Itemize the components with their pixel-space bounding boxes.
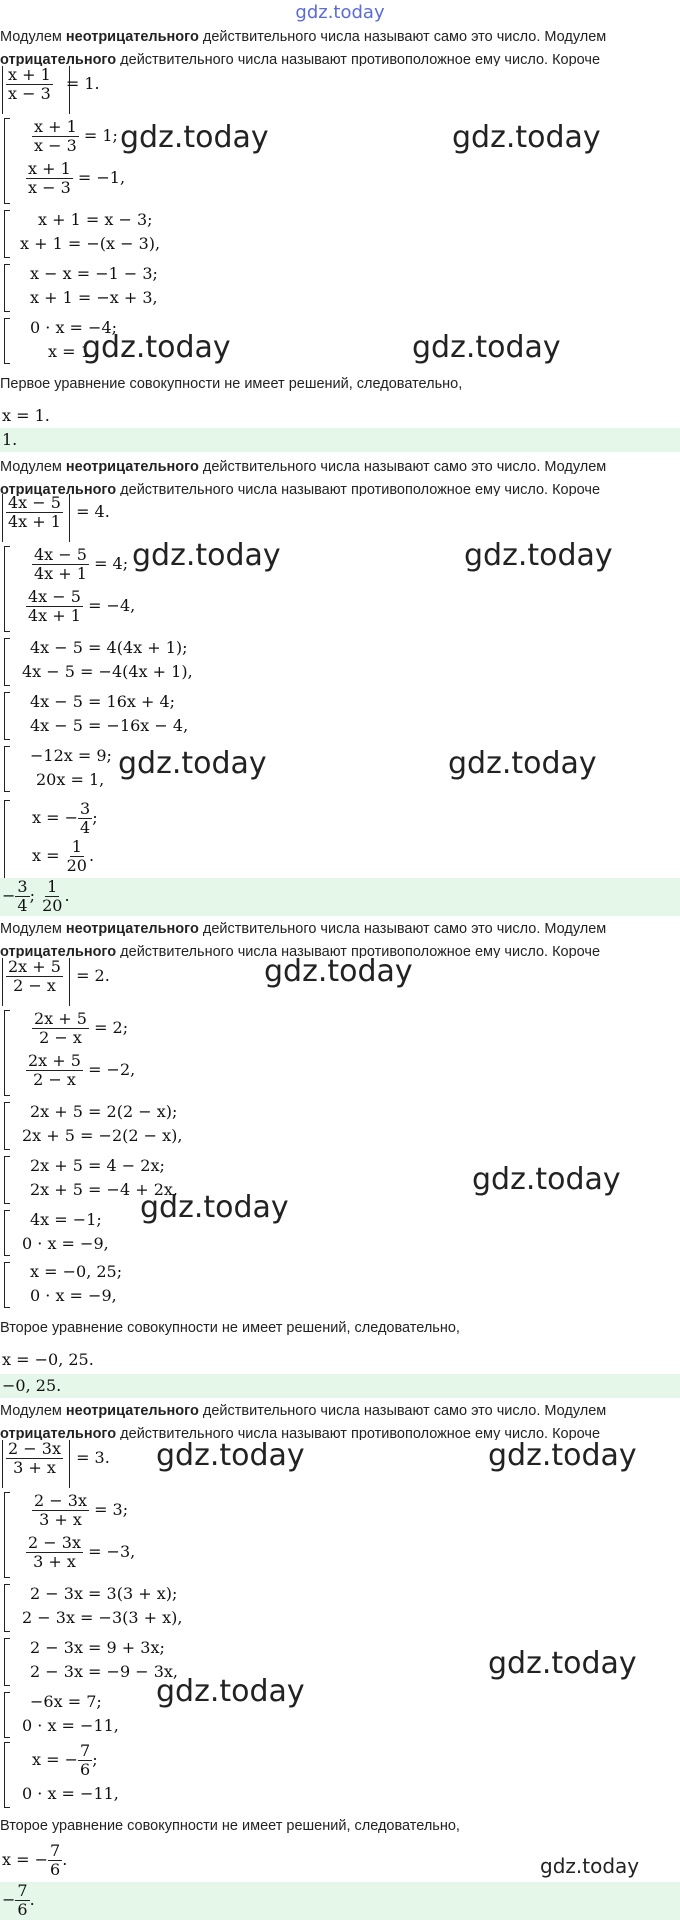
intro-text-1: Модулем неотрицательного действительного числа называют само это число. Модулем отрицательного действительного числа называют противоположное ему число. Короче <box>0 29 607 66</box>
math-line: $\frac{x + 1}{x - 3}$ = 1; <box>34 117 118 155</box>
math-line: x + 1 = −x + 3, <box>30 288 158 307</box>
bracket <box>4 1102 10 1150</box>
watermark: gdz.today <box>464 538 613 573</box>
math-line: $\frac{x + 1}{x - 3}$ = −1, <box>28 159 126 197</box>
note-text: Первое уравнение совокупности не имеет решений, следовательно, <box>0 376 463 392</box>
math-line: $\frac{2 - 3x}{3 + x}$ = 3; <box>34 1491 129 1529</box>
answer-box <box>0 878 680 916</box>
watermark: gdz.today <box>540 1854 640 1878</box>
watermark: gdz.today <box>156 1674 305 1709</box>
watermark: gdz.today <box>156 1438 305 1473</box>
math-line: x = 1. <box>48 342 96 361</box>
bracket <box>4 1010 10 1096</box>
math-line: $\frac{4x - 5}{4x + 1}$ = −4, <box>28 587 136 625</box>
math-line: 2x + 5 = 2(2 − x); <box>30 1102 178 1121</box>
bracket <box>4 546 10 632</box>
math-line: 0 · x = −11, <box>22 1716 119 1735</box>
math-line: 2x + 5 = −4 + 2x, <box>30 1180 178 1199</box>
math-line: −12x = 9; <box>30 746 112 765</box>
intro-text-4: Модулем неотрицательного действительного числа называют само это число. Модулем отрицательного действительного числа называют противоположное ему число. Короче <box>0 1403 607 1440</box>
intro-text-2: Модулем неотрицательного действительного числа называют само это число. Модулем отрицательного действительного числа называют противоположное ему число. Короче <box>0 459 607 496</box>
bracket <box>4 1692 10 1738</box>
math-line: x = − $\frac{3}{4}$ ; <box>32 799 98 837</box>
watermark: gdz.today <box>488 1646 637 1681</box>
note-text: Второе уравнение совокупности не имеет решений, следовательно, <box>0 1818 460 1834</box>
bracket <box>4 1584 10 1632</box>
math-line: $\frac{4x - 5}{4x + 1}$ = 4; <box>34 545 129 583</box>
answer-box <box>0 428 680 452</box>
math-line: 2 − 3x = 9 + 3x; <box>30 1638 165 1657</box>
math-line: 2x + 5 = −2(2 − x), <box>22 1126 183 1145</box>
intro-text-3: Модулем неотрицательного действительного числа называют само это число. Модулем отрицательного действительного числа называют противоположное ему число. Короче <box>0 921 607 958</box>
math-line: −6x = 7; <box>30 1692 102 1711</box>
watermark: gdz.today <box>412 330 561 365</box>
math-line: 0 · x = −4; <box>30 318 118 337</box>
equation-2: $\frac{4x - 5}{4x + 1}$ = 4. <box>8 493 110 531</box>
math-line: x = − $\frac{7}{6}$ ; <box>32 1741 98 1779</box>
bracket <box>4 318 10 364</box>
bracket <box>4 210 10 258</box>
math-line: 0 · x = −9, <box>22 1234 109 1253</box>
equation-4: $\frac{2 - 3x}{3 + x}$ = 3. <box>8 1439 110 1477</box>
result-line: x = 1. <box>2 406 50 425</box>
watermark: gdz.today <box>82 330 231 365</box>
math-line: 4x = −1; <box>30 1210 102 1229</box>
math-line: x = −0, 25; <box>30 1262 123 1281</box>
math-line: x + 1 = −(x − 3), <box>20 234 161 253</box>
answer-box <box>0 1882 680 1920</box>
bracket <box>4 264 10 312</box>
watermark: gdz.today <box>140 1190 289 1225</box>
watermark: gdz.today <box>448 746 597 781</box>
math-line: 4x − 5 = 4(4x + 1); <box>30 638 188 657</box>
answer-text: − $\frac{7}{6}$ . <box>2 1881 35 1919</box>
equation-1: $\frac{x + 1}{x - 3}$ = 1. <box>8 65 100 103</box>
watermark: gdz.today <box>264 954 413 989</box>
site-header[interactable]: gdz.today <box>295 2 385 23</box>
watermark: gdz.today <box>118 746 267 781</box>
bracket <box>4 800 10 882</box>
bracket <box>4 638 10 686</box>
bracket <box>4 1156 10 1204</box>
result-line: x = −0, 25. <box>2 1350 94 1369</box>
math-line: 0 · x = −11, <box>22 1784 119 1803</box>
bracket <box>4 746 10 792</box>
math-line: 20x = 1, <box>36 770 105 789</box>
math-line: $\frac{2x + 5}{2 - x}$ = −2, <box>28 1051 136 1089</box>
math-line: x + 1 = x − 3; <box>38 210 153 229</box>
math-line: x = $\frac{1}{20}$ . <box>32 837 95 875</box>
answer-text: 1. <box>2 430 18 449</box>
watermark: gdz.today <box>120 120 269 155</box>
math-line: $\frac{2x + 5}{2 - x}$ = 2; <box>34 1009 129 1047</box>
answer-text: − $\frac{3}{4}$ ; $\frac{1}{20}$ . <box>2 877 70 915</box>
math-line: 2x + 5 = 4 − 2x; <box>30 1156 165 1175</box>
math-line: 4x − 5 = 16x + 4; <box>30 692 176 711</box>
watermark: gdz.today <box>452 120 601 155</box>
note-text: Второе уравнение совокупности не имеет решений, следовательно, <box>0 1320 460 1336</box>
math-line: 0 · x = −9, <box>30 1286 117 1305</box>
bracket <box>4 1742 10 1808</box>
watermark: gdz.today <box>472 1162 621 1197</box>
watermark: gdz.today <box>132 538 281 573</box>
result-line: x = − $\frac{7}{6}$ . <box>2 1841 68 1879</box>
bracket <box>4 1492 10 1578</box>
bracket <box>4 1262 10 1308</box>
math-line: $\frac{2 - 3x}{3 + x}$ = −3, <box>28 1533 136 1571</box>
bracket <box>4 118 10 204</box>
math-line: 2 − 3x = −9 − 3x, <box>30 1662 178 1681</box>
equation-3: $\frac{2x + 5}{2 - x}$ = 2. <box>8 957 110 995</box>
math-line: x − x = −1 − 3; <box>30 264 158 283</box>
bracket <box>4 1210 10 1256</box>
bracket <box>4 1638 10 1686</box>
watermark: gdz.today <box>488 1438 637 1473</box>
math-line: 4x − 5 = −4(4x + 1), <box>22 662 193 681</box>
answer-box <box>0 1374 680 1398</box>
math-line: 4x − 5 = −16x − 4, <box>30 716 189 735</box>
math-line: 2 − 3x = −3(3 + x), <box>22 1608 183 1627</box>
answer-text: −0, 25. <box>2 1376 62 1395</box>
math-line: 2 − 3x = 3(3 + x); <box>30 1584 178 1603</box>
bracket <box>4 692 10 740</box>
